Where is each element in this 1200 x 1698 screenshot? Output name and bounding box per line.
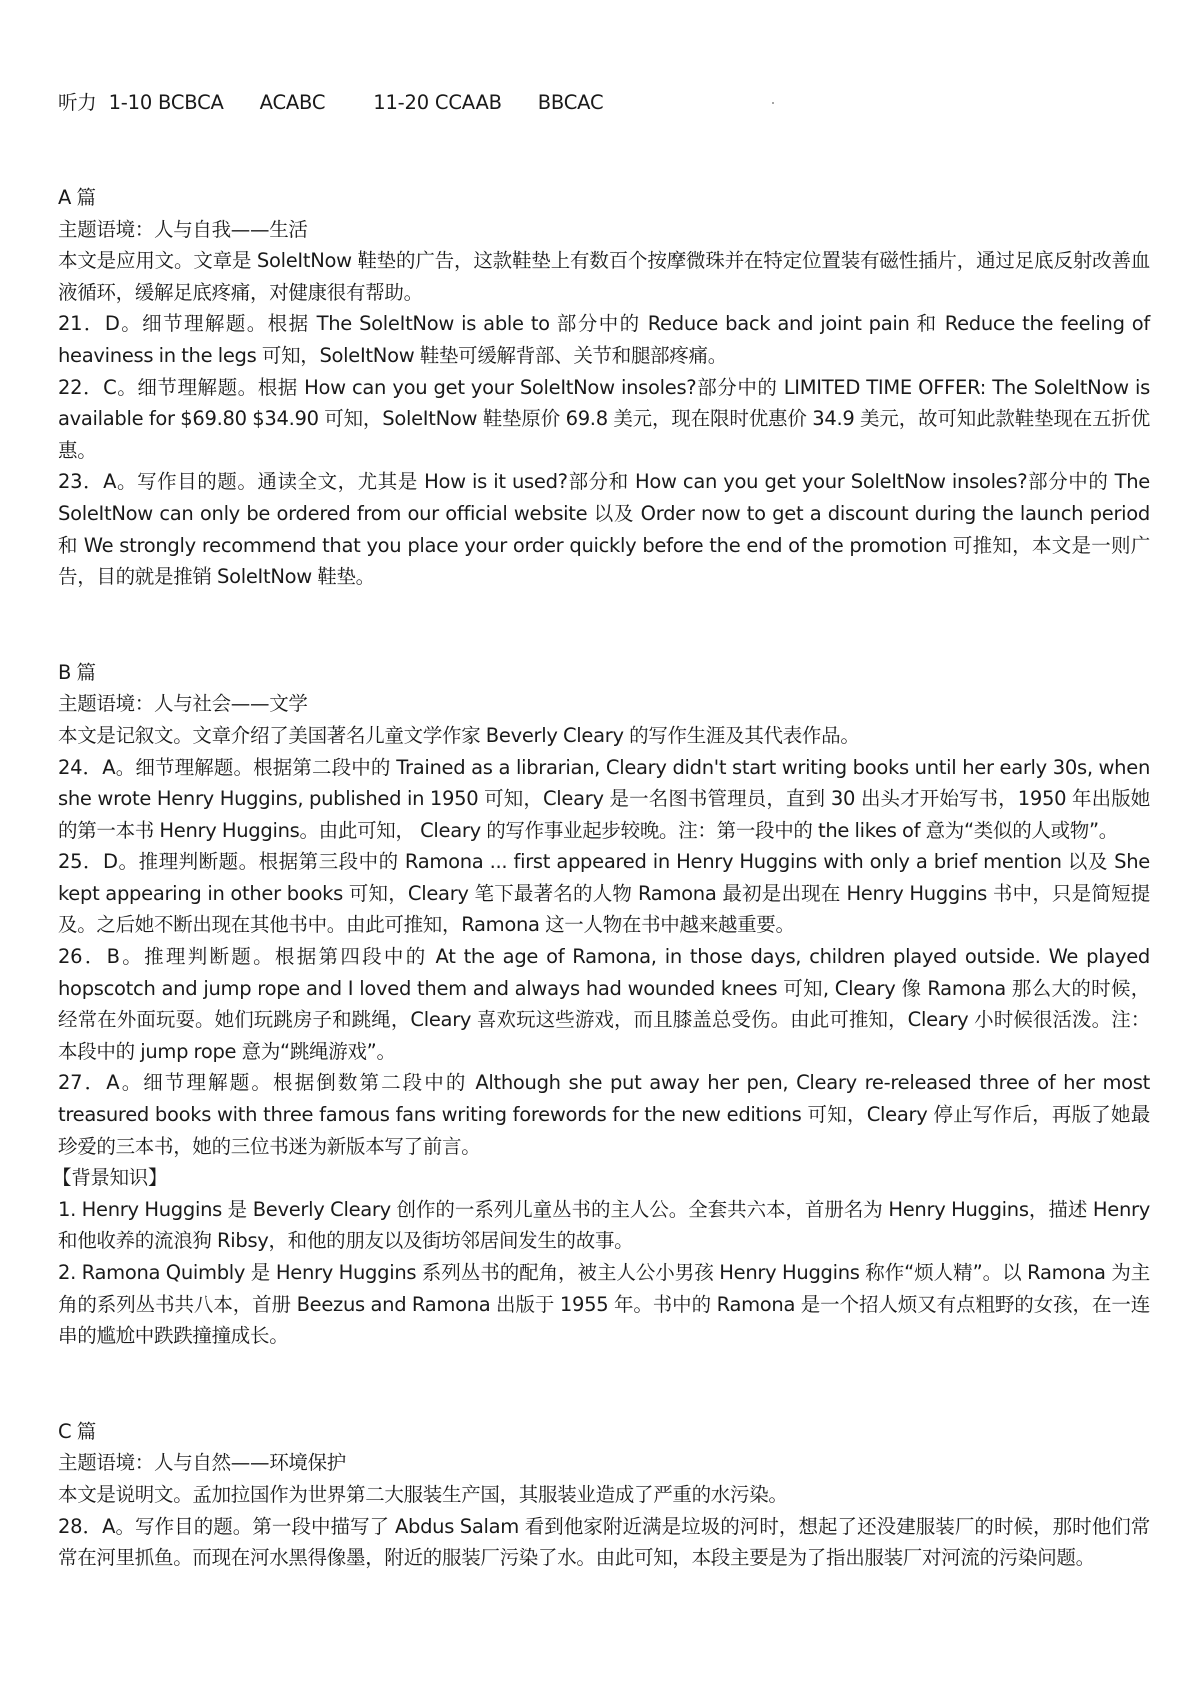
answer-27: 27．A。细节理解题。根据倒数第二段中的 Although she put away her pen, Cleary re-released three of her most treasured books with three famous fans writing forewords for the new editions 可知，Cleary 停止写作后，再版了她最珍爱的三本书，她的三位书迷为新版本写了前言。 xyxy=(58,1071,1150,1158)
section-b-title: B 篇 xyxy=(58,660,96,684)
section-b xyxy=(52,657,1150,1352)
background-item-2: 2. Ramona Quimbly 是 Henry Huggins 系列丛书的配角，被主人公小男孩 Henry Huggins 称作“烦人精”。以 Ramona 为主角的系列丛书共八本，首册 Beezus and Ramona 出版于 1955 年。书中的 Ramona 是一个招人烦又有点粗野的女孩，在一连串的尴尬中跌跌撞撞成长。 xyxy=(58,1261,1150,1348)
section-a-theme: 主题语境：人与自我——生活 xyxy=(58,217,308,241)
section-b-theme: 主题语境：人与社会——文学 xyxy=(58,692,308,716)
answer-key-document xyxy=(52,88,1150,1574)
section-b-summary: 本文是记叙文。文章介绍了美国著名儿童文学作家 Beverly Cleary 的写作生涯及其代表作品。 xyxy=(58,723,860,747)
listening-answers: 听力 1-10 BCBCA ACABC 11-20 CCAAB BBCAC xyxy=(58,91,604,114)
section-c-title: C 篇 xyxy=(58,1419,96,1443)
section-c-theme: 主题语境：人与自然——环境保护 xyxy=(58,1451,347,1475)
section-c xyxy=(58,1416,1150,1574)
section-c-summary: 本文是说明文。孟加拉国作为世界第二大服装生产国，其服装业造成了严重的水污染。 xyxy=(58,1482,788,1506)
answer-23: 23．A。写作目的题。通读全文，尤其是 How is it used?部分和 How can you get your SoleItNow insoles?部分中的 The SoleItNow can only be ordered from our official website 以及 Order now to get a discount during the launch period 和 We strongly recommend that you place your order quickly before the end of the promotion 可推知，本文是一则广告，目的就是推销 SoleItNow 鞋垫。 xyxy=(58,470,1150,589)
answer-28: 28．A。写作目的题。第一段中描写了 Abdus Salam 看到他家附近满是垃圾的河时，想起了还没建服装厂的时候，那时他们常常在河里抓鱼。而现在河水黑得像墨，附近的服装厂污染了水。由此可知，本段主要是为了指出服装厂对河流的污染问题。 xyxy=(58,1514,1150,1570)
answer-24: 24．A。细节理解题。根据第二段中的 Trained as a librarian, Cleary didn't start writing books until her early 30s, when she wrote Henry Huggins, published in 1950 可知，Cleary 是一名图书管理员，直到 30 出头才开始写书，1950 年出版她的第一本书 Henry Huggins。由此可知， Cleary 的写作事业起步较晚。注：第一段中的 the likes of 意为“类似的人或物”。 xyxy=(58,755,1150,842)
section-a-title: A 篇 xyxy=(58,186,96,209)
answer-22: 22．C。细节理解题。根据 How can you get your SoleItNow insoles?部分中的 LIMITED TIME OFFER: The SoleItNow is available for $69.80 $34.90 可知，SoleItNow 鞋垫原价 69.8 美元，现在限时优惠价 34.9 美元，故可知此款鞋垫现在五折优惠。 xyxy=(58,375,1150,462)
background-knowledge-title: 【背景知识】 xyxy=(52,1166,168,1190)
background-item-1: 1. Henry Huggins 是 Beverly Cleary 创作的一系列儿童丛书的主人公。全套共六本，首册名为 Henry Huggins，描述 Henry 和他收养的流浪狗 Ribsy，和他的朋友以及街坊邻居间发生的故事。 xyxy=(58,1197,1150,1253)
answer-21: 21．D。细节理解题。根据 The SoleItNow is able to 部分中的 Reduce back and joint pain 和 Reduce the feeling of heaviness in the legs 可知，SoleItNow 鞋垫可缓解背部、关节和腿部疼痛。 xyxy=(58,312,1150,367)
answer-26: 26．B。推理判断题。根据第四段中的 At the age of Ramona, in those days, children played outside. We played hopscotch and jump rope and I loved them and always had wounded knees 可知, Cleary 像 Ramona 那么大的时候，经常在外面玩耍。她们玩跳房子和跳绳，Cleary 喜欢玩这些游戏，而且膝盖总受伤。由此可推知，Cleary 小时候很活泼。注：本段中的 jump rope 意为“跳绳游戏”。 xyxy=(58,945,1150,1063)
section-a-summary: 本文是应用文。文章是 SoleItNow 鞋垫的广告，这款鞋垫上有数百个按摩微珠并在特定位置装有磁性插片，通过足底反射改善血液循环，缓解足底疼痛，对健康很有帮助。 xyxy=(58,249,1150,304)
answer-25: 25．D。推理判断题。根据第三段中的 Ramona ... first appeared in Henry Huggins with only a brief mention 以及 She kept appearing in other books 可知，Cleary 笔下最著名的人物 Ramona 最初是出现在 Henry Huggins 书中，只是简短提及。之后她不断出现在其他书中。由此可推知，Ramona 这一人物在书中越来越重要。 xyxy=(58,850,1150,937)
section-a xyxy=(58,182,1150,593)
